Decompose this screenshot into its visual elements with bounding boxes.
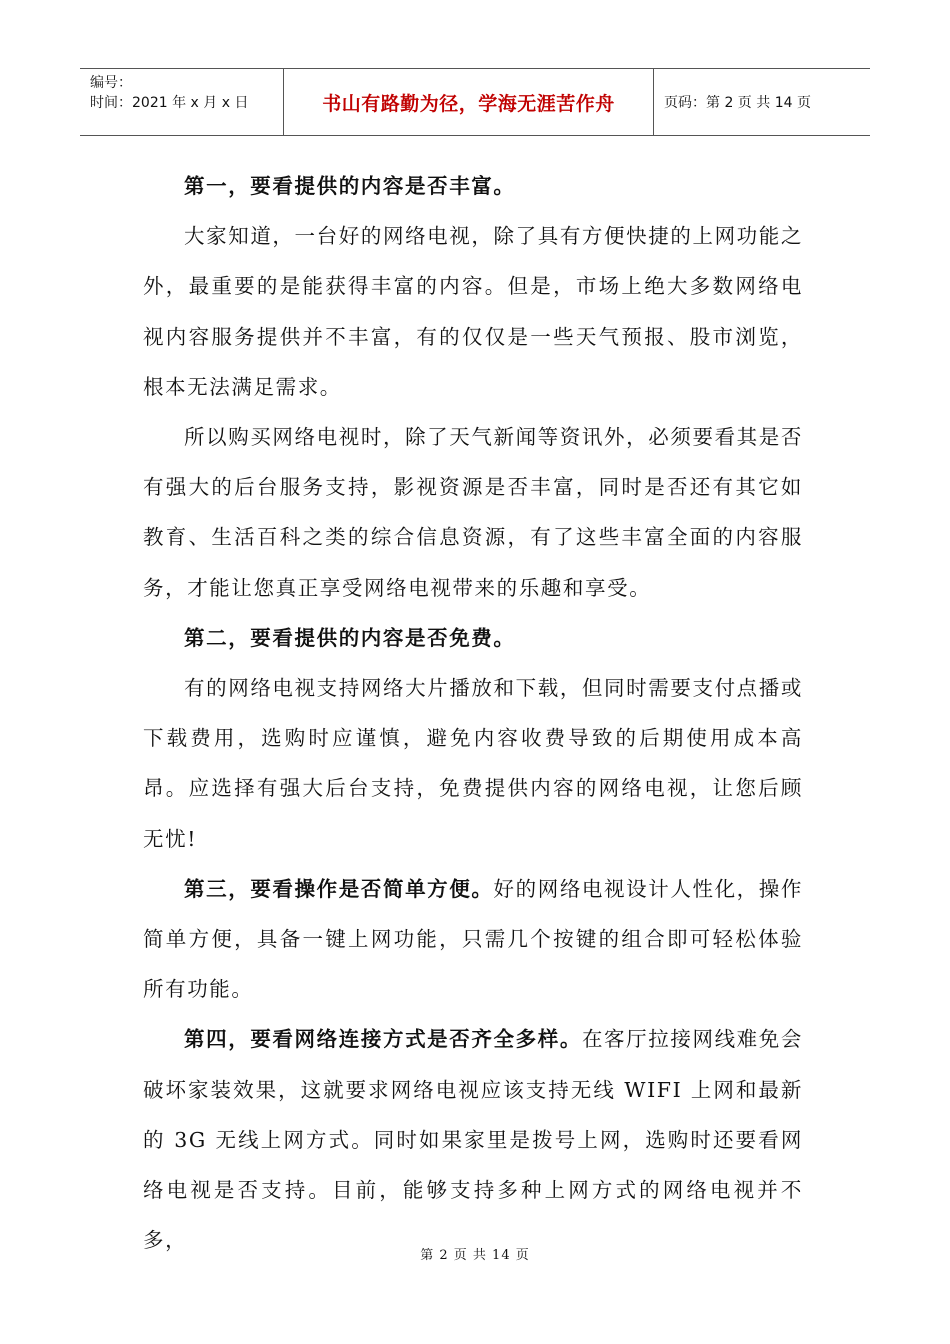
document-body <box>143 161 803 1265</box>
paragraph-heading: 第一，要看提供的内容是否丰富。 <box>184 174 516 198</box>
paragraph-text: 在客厅拉接网线难免会破坏家装效果，这就要求网络电视应该支持无线 WIFI 上网和最新的 3G 无线上网方式。同时如果家里是拨号上网，选购时还要看网络电视是否支持。目前，能够支持多种上网方式的网络电视并不多， <box>143 1027 803 1253</box>
paragraph <box>143 663 803 864</box>
header-meta <box>80 69 283 135</box>
paragraph-heading: 第三，要看操作是否简单方便。 <box>184 876 494 901</box>
document-number-label: 编号： <box>90 75 132 91</box>
paragraph <box>143 864 803 1015</box>
paragraph-text: 所以购买网络电视时，除了天气新闻等资讯外，必须要看其是否有强大的后台服务支持，影视资源是否丰富，同时是否还有其它如教育、生活百科之类的综合信息资源，有了这些丰富全面的内容服务，才能让您真正享受网络电视带来的乐趣和享受。 <box>143 425 803 600</box>
paragraph-text: 有的网络电视支持网络大片播放和下载，但同时需要支付点播或下载费用，选购时应谨慎，避免内容收费导致的后期使用成本高昂。应选择有强大后台支持，免费提供内容的网络电视，让您后顾无忧! <box>143 676 803 851</box>
page-footer: 第 2 页 共 14 页 <box>420 1248 530 1263</box>
document-date: 时间：2021 年 x 月 x 日 <box>90 95 249 111</box>
paragraph <box>143 211 803 412</box>
paragraph <box>143 412 803 613</box>
header-page-info: 页码：第 2 页 共 14 页 <box>664 95 811 111</box>
paragraph <box>143 161 803 211</box>
paragraph-heading: 第四，要看网络连接方式是否齐全多样。 <box>184 1027 582 1052</box>
paragraph <box>143 1014 803 1265</box>
paragraph-text: 大家知道，一台好的网络电视，除了具有方便快捷的上网功能之外，最重要的是能获得丰富的内容。但是，市场上绝大多数网络电视内容服务提供并不丰富，有的仅仅是一些天气预报、股市浏览，根本无法满足需求。 <box>143 224 803 399</box>
page-header <box>80 68 870 136</box>
header-motto: 书山有路勤为径，学海无涯苦作舟 <box>283 69 654 135</box>
paragraph-text: 好的网络电视设计人性化，操作简单方便，具备一键上网功能，只需几个按键的组合即可轻松体验所有功能。 <box>143 876 803 1002</box>
paragraph-heading: 第二，要看提供的内容是否免费。 <box>184 625 516 650</box>
paragraph <box>143 613 803 663</box>
